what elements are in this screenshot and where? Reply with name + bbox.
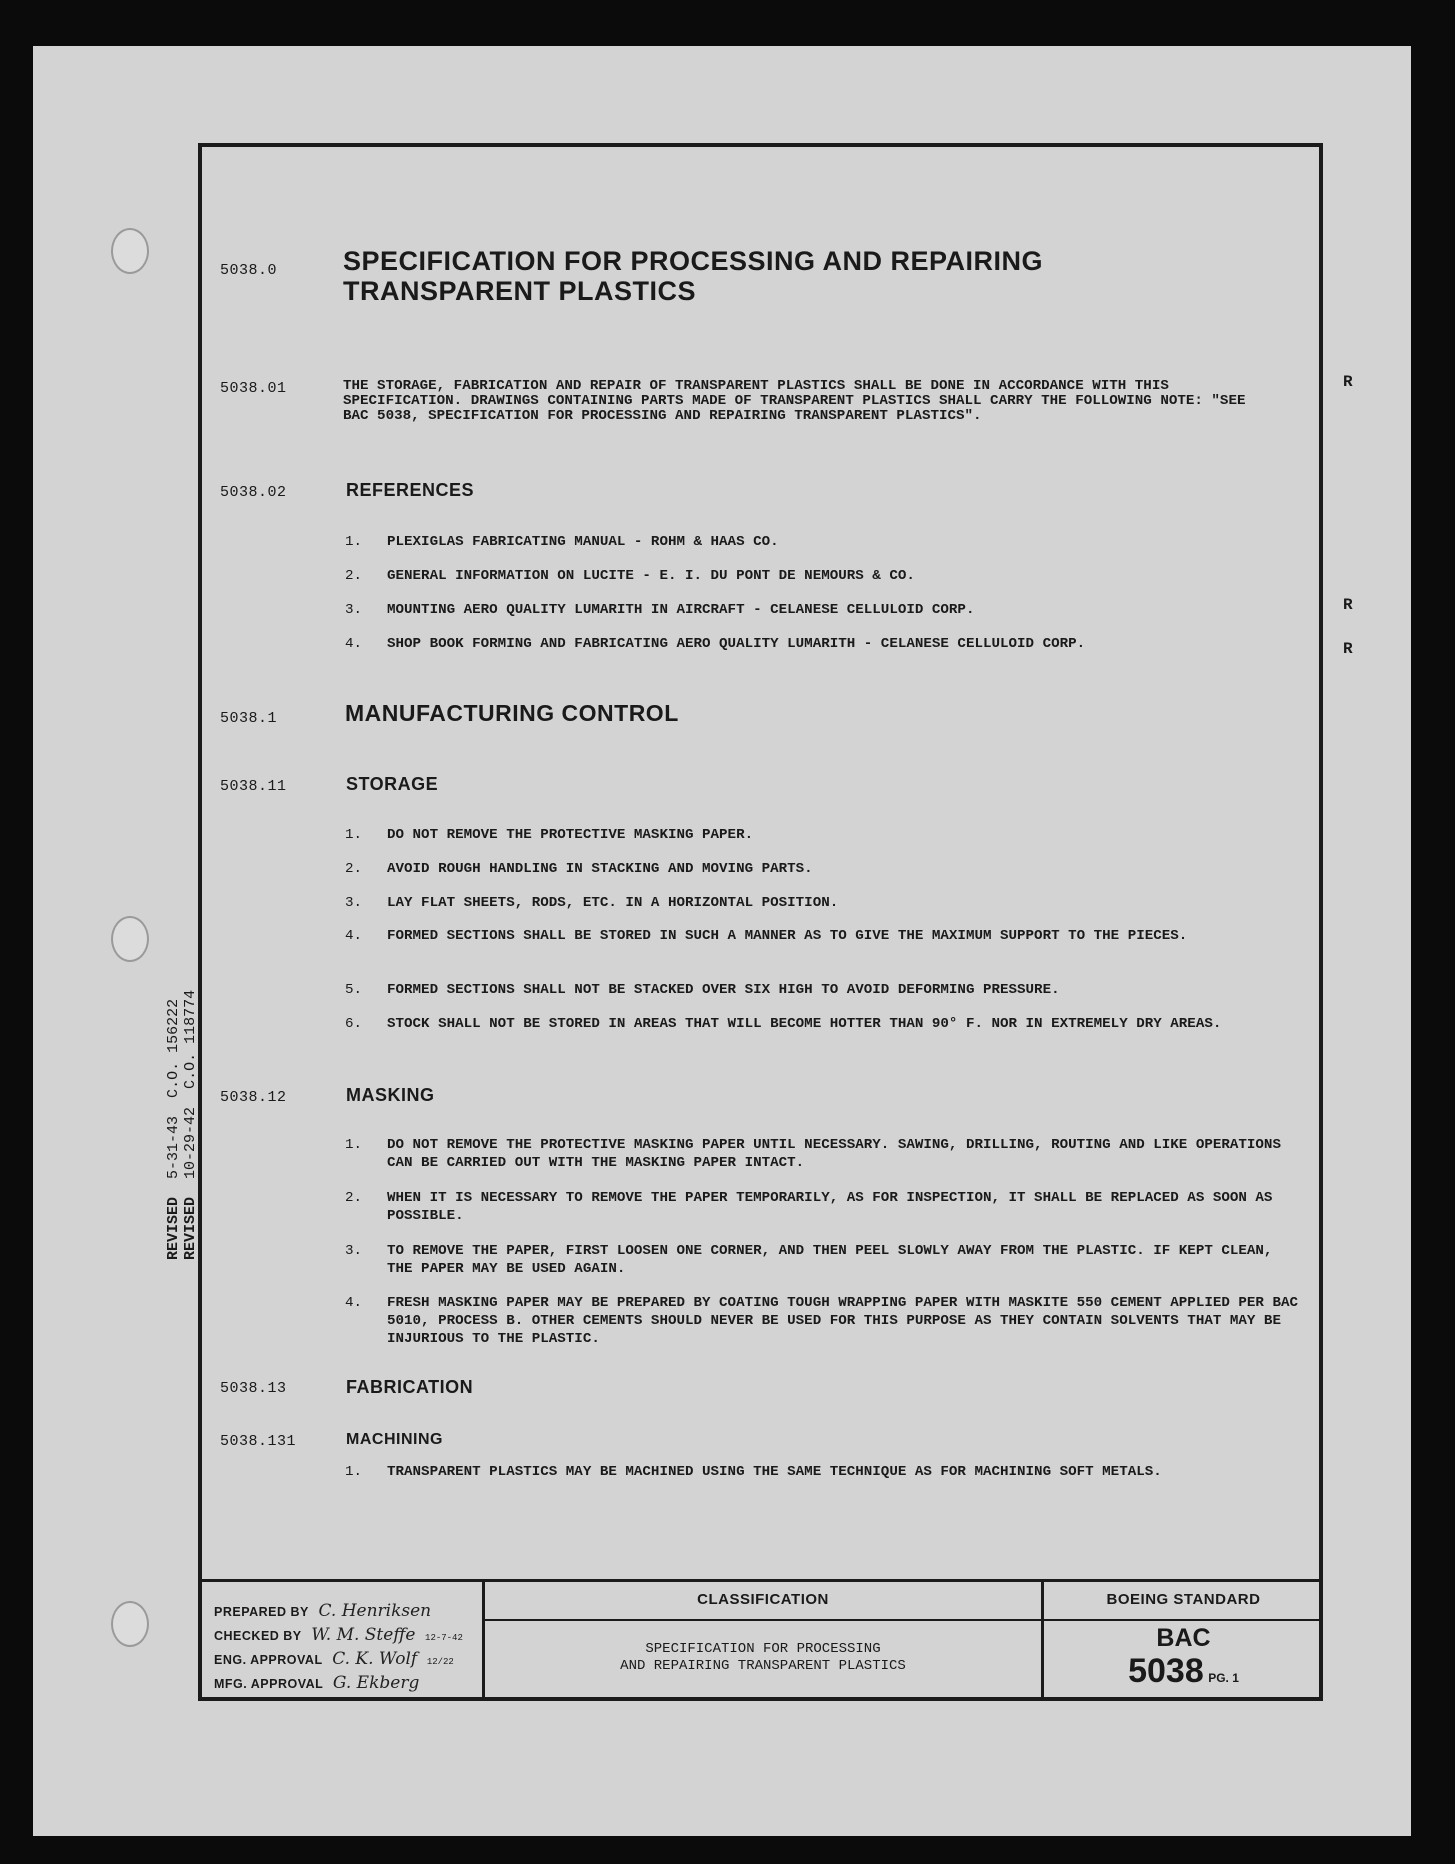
reference-item [345, 601, 1305, 619]
intro-paragraph: THE STORAGE, FABRICATION AND REPAIR OF TRANSPARENT PLASTICS SHALL BE DONE IN ACCORDANCE WITH THIS SPECIFICATION. DRAWINGS CONTAINING PARTS MADE OF TRANSPARENT PLASTICS SHALL CARRY THE FOLLOWING NOTE: "SEE BAC 5038, SPECIFICATION FOR PROCESSING AND REPAIRING TRANSPARENT PLASTICS". [343, 378, 1246, 424]
title-line-1: SPECIFICATION FOR PROCESSING AND REPAIRING [343, 246, 1044, 276]
revision-co: C.O. 156222 [165, 998, 182, 1098]
storage-item [345, 927, 1305, 945]
revision-label: REVISED [165, 1196, 182, 1260]
item-text: TO REMOVE THE PAPER, FIRST LOOSEN ONE CORNER, AND THEN PEEL SLOWLY AWAY FROM THE PLASTIC. IF KEPT CLEAN, THE PAPER MAY BE USED AGAIN. [387, 1243, 1273, 1277]
eng-approval-signature: C. K. Wolf [332, 1649, 418, 1669]
masking-heading: MASKING [346, 1085, 435, 1105]
section-number-storage: 5038.11 [220, 778, 287, 795]
machining-item [345, 1463, 1305, 1481]
reference-item [345, 635, 1305, 653]
item-text: MOUNTING AERO QUALITY LUMARITH IN AIRCRAFT - CELANESE CELLULOID CORP. [387, 602, 975, 618]
item-number: 4. [345, 928, 363, 944]
mfg-approval-row [214, 1673, 484, 1693]
standard-label: BOEING STANDARD [1106, 1591, 1261, 1608]
classification-line-1: SPECIFICATION FOR PROCESSING [645, 1641, 881, 1657]
section-number-machining: 5038.131 [220, 1433, 297, 1450]
item-number: 3. [345, 602, 363, 618]
section-number-intro: 5038.01 [220, 380, 287, 397]
prepared-by-row [214, 1601, 484, 1621]
storage-item [345, 826, 1305, 844]
masking-item [345, 1136, 1305, 1172]
item-text: STOCK SHALL NOT BE STORED IN AREAS THAT WILL BECOME HOTTER THAN 90° F. NOR IN EXTREMELY DRY AREAS. [387, 1016, 1222, 1032]
spec-number-block [1044, 1651, 1323, 1691]
storage-item [345, 1015, 1305, 1033]
classification-line-2: AND REPAIRING TRANSPARENT PLASTICS [620, 1658, 906, 1674]
section-number-fabrication: 5038.13 [220, 1380, 287, 1397]
title-block-mid-rule [482, 1619, 1323, 1621]
title-block [198, 1579, 1323, 1701]
eng-approval-date: 12/22 [426, 1657, 454, 1667]
item-text: FRESH MASKING PAPER MAY BE PREPARED BY COATING TOUGH WRAPPING PAPER WITH MASKITE 550 CEMENT APPLIED PER BAC 5010, PROCESS B. OTHER CEMENTS SHOULD NEVER BE USED FOR THIS PURPOSE AS THEY CONTAIN SOLVENTS THAT MAY BE INJURIOUS TO THE PLASTIC. [387, 1295, 1298, 1347]
section-number-masking: 5038.12 [220, 1089, 287, 1106]
references-heading: REFERENCES [346, 480, 475, 500]
item-number: 1. [345, 534, 363, 550]
revision-date: 10-29-42 [182, 1106, 199, 1179]
punch-hole-middle [111, 916, 149, 962]
item-text: DO NOT REMOVE THE PROTECTIVE MASKING PAPER. [387, 827, 754, 843]
checked-by-signature: W. M. Steffe [311, 1625, 416, 1645]
item-text: TRANSPARENT PLASTICS MAY BE MACHINED USING THE SAME TECHNIQUE AS FOR MACHINING SOFT METALS. [387, 1464, 1162, 1480]
classification-title [485, 1641, 1041, 1675]
checked-by-row [214, 1625, 484, 1645]
masking-item [345, 1189, 1305, 1225]
masking-item [345, 1294, 1305, 1348]
masking-item [345, 1242, 1305, 1278]
manufacturing-heading: MANUFACTURING CONTROL [345, 700, 679, 726]
title-line-2: TRANSPARENT PLASTICS [343, 276, 697, 306]
item-number: 6. [345, 1016, 363, 1032]
item-number: 4. [345, 636, 363, 652]
punch-hole-bottom [111, 1601, 149, 1647]
classification-label: CLASSIFICATION [697, 1591, 829, 1608]
item-number: 2. [345, 568, 363, 584]
eng-approval-row [214, 1649, 484, 1669]
section-number-manufacturing: 5038.1 [220, 710, 278, 727]
item-text: PLEXIGLAS FABRICATING MANUAL - ROHM & HAAS CO. [387, 534, 779, 550]
revision-label: REVISED [182, 1196, 199, 1260]
title-block-top-rule [198, 1579, 1323, 1582]
reference-item [345, 567, 1305, 585]
fabrication-heading: FABRICATION [346, 1377, 474, 1397]
prepared-by-label: PREPARED BY [214, 1605, 309, 1619]
item-number: 5. [345, 982, 363, 998]
item-text: WHEN IT IS NECESSARY TO REMOVE THE PAPER TEMPORARILY, AS FOR INSPECTION, IT SHALL BE REPLACED AS SOON AS POSSIBLE. [387, 1190, 1273, 1224]
item-number: 4. [345, 1295, 363, 1311]
revision-history [165, 930, 199, 1260]
revision-date: 5-31-43 [165, 1115, 182, 1179]
document-title [343, 246, 1043, 306]
prepared-by-signature: C. Henriksen [318, 1601, 432, 1621]
item-text: DO NOT REMOVE THE PROTECTIVE MASKING PAPER UNTIL NECESSARY. SAWING, DRILLING, ROUTING AND LIKE OPERATIONS CAN BE CARRIED OUT WITH THE MASKING PAPER INTACT. [387, 1137, 1281, 1171]
revision-entry [182, 930, 199, 1260]
section-number-title: 5038.0 [220, 262, 278, 279]
item-text: FORMED SECTIONS SHALL NOT BE STACKED OVER SIX HIGH TO AVOID DEFORMING PRESSURE. [387, 982, 1060, 998]
item-text: FORMED SECTIONS SHALL BE STORED IN SUCH A MANNER AS TO GIVE THE MAXIMUM SUPPORT TO THE PIECES. [387, 928, 1188, 944]
storage-item [345, 894, 1305, 912]
item-number: 1. [345, 1464, 363, 1480]
item-text: GENERAL INFORMATION ON LUCITE - E. I. DU PONT DE NEMOURS & CO. [387, 568, 915, 584]
item-text: AVOID ROUGH HANDLING IN STACKING AND MOVING PARTS. [387, 861, 813, 877]
checked-by-label: CHECKED BY [214, 1629, 302, 1643]
item-number: 2. [345, 1190, 363, 1206]
item-text: LAY FLAT SHEETS, RODS, ETC. IN A HORIZONTAL POSITION. [387, 895, 839, 911]
item-number: 3. [345, 895, 363, 911]
revision-mark-1: R [1343, 373, 1353, 391]
item-text: SHOP BOOK FORMING AND FABRICATING AERO QUALITY LUMARITH - CELANESE CELLULOID CORP. [387, 636, 1086, 652]
machining-heading: MACHINING [346, 1431, 443, 1448]
eng-approval-label: ENG. APPROVAL [214, 1653, 323, 1667]
item-number: 2. [345, 861, 363, 877]
checked-by-date: 12-7-42 [425, 1633, 463, 1643]
revision-mark-2: R [1343, 596, 1353, 614]
page-number: PG. 1 [1208, 1671, 1239, 1685]
revision-mark-3: R [1343, 640, 1353, 658]
storage-heading: STORAGE [346, 774, 439, 794]
item-number: 3. [345, 1243, 363, 1259]
revision-entry [165, 930, 182, 1260]
spec-number: 5038 [1128, 1652, 1204, 1690]
punch-hole-top [111, 228, 149, 274]
revision-co: C.O. 118774 [182, 989, 199, 1089]
bac-label: BAC [1156, 1624, 1211, 1652]
reference-item [345, 533, 1305, 551]
section-number-references: 5038.02 [220, 484, 287, 501]
item-number: 1. [345, 827, 363, 843]
storage-item [345, 981, 1305, 999]
mfg-approval-label: MFG. APPROVAL [214, 1677, 324, 1691]
storage-item [345, 860, 1305, 878]
item-number: 1. [345, 1137, 363, 1153]
mfg-approval-signature: G. Ekberg [332, 1673, 420, 1693]
